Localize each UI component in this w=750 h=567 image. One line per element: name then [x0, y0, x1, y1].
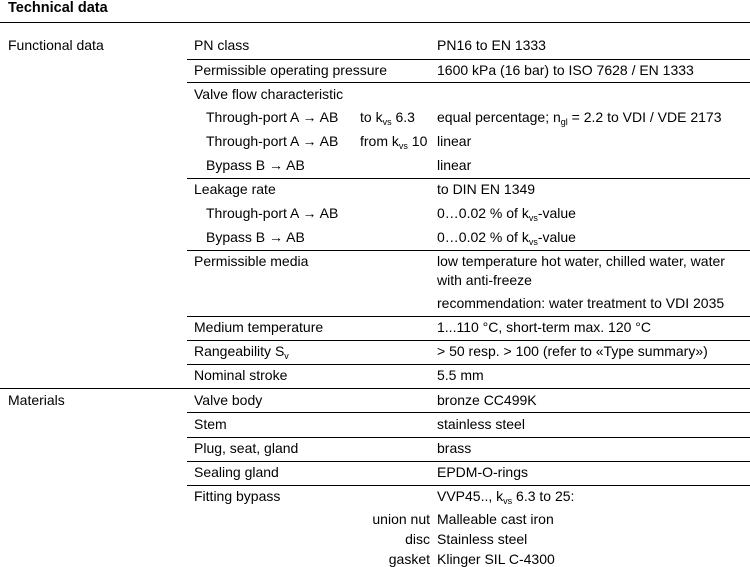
param-stem: Stem	[194, 416, 227, 432]
value-valve-body: bronze CC499K	[437, 392, 537, 408]
value-medium-temperature: 1...110 °C, short-term max. 120 °C	[437, 319, 652, 335]
param-plug-seat-gland: Plug, seat, gland	[194, 440, 299, 456]
value-plug-seat-gland: brass	[437, 440, 472, 456]
row-rule	[187, 364, 750, 365]
fitting-part-value: Klinger SIL C-4300	[437, 551, 555, 567]
param-valve-body: Valve body	[194, 392, 263, 408]
row-rule	[187, 178, 750, 179]
row-rule	[187, 82, 750, 83]
row-rule	[187, 59, 750, 60]
flow-value: linear	[437, 133, 472, 149]
flow-sub-label: Through-port A → AB	[206, 133, 339, 149]
value-leakage-rate: to DIN EN 1349	[437, 181, 536, 197]
row-rule	[187, 316, 750, 317]
value-sealing-gland: EPDM-O-rings	[437, 464, 529, 480]
fitting-part-label: gasket	[388, 551, 430, 567]
value-operating-pressure: 1600 kPa (16 bar) to ISO 7628 / EN 1333	[437, 62, 694, 78]
row-rule	[187, 412, 750, 413]
param-permissible-media: Permissible media	[194, 253, 309, 269]
row-rule	[187, 437, 750, 438]
value-media-line: recommendation: water treatment to VDI 2035	[437, 295, 725, 311]
value-pn-class: PN16 to EN 1333	[437, 37, 546, 53]
param-medium-temperature: Medium temperature	[194, 319, 324, 335]
flow-value: linear	[437, 157, 472, 173]
value-fitting-bypass: VVP45.., $k_{vs}$ 6.3 to 25:	[437, 488, 575, 506]
value-nominal-stroke: 5.5 mm	[437, 367, 484, 383]
title-rule	[0, 22, 750, 23]
value-rangeability: > 50 resp. > 100 (refer to «Type summary»)	[437, 343, 708, 359]
param-rangeability: Rangeability $S_v$	[194, 343, 289, 361]
param-fitting-bypass: Fitting bypass	[194, 488, 281, 504]
param-nominal-stroke: Nominal stroke	[194, 367, 288, 383]
row-rule	[187, 461, 750, 462]
leakage-sub-label: Bypass B → AB	[206, 229, 305, 245]
fitting-part-label: union nut	[372, 511, 430, 527]
row-rule	[187, 485, 750, 486]
section-functional-data: Functional data	[8, 37, 104, 53]
section-rule-materials	[0, 388, 750, 389]
value-stem: stainless steel	[437, 416, 525, 432]
flow-sub-label: Through-port A → AB	[206, 109, 339, 125]
leakage-value: 0…0.02 % of $k_{vs}$-value	[437, 229, 576, 247]
param-operating-pressure: Permissible operating pressure	[194, 62, 387, 78]
leakage-sub-label: Through-port A → AB	[206, 205, 339, 221]
value-media-line: with anti-freeze	[437, 272, 532, 288]
leakage-value: 0…0.02 % of $k_{vs}$-value	[437, 205, 576, 223]
flow-value: equal percentage; $n_{gl} = 2.2$ to VDI / VDE 2173	[437, 109, 722, 127]
param-flow-characteristic: Valve flow characteristic	[194, 86, 344, 102]
row-rule	[187, 340, 750, 341]
page-title: Technical data	[8, 0, 108, 16]
fitting-part-label: disc	[405, 531, 430, 547]
param-pn-class: PN class	[194, 37, 250, 53]
param-leakage-rate: Leakage rate	[194, 181, 276, 197]
param-sealing-gland: Sealing gland	[194, 464, 279, 480]
flow-sub-label: Bypass B → AB	[206, 157, 305, 173]
fitting-part-value: Malleable cast iron	[437, 511, 554, 527]
flow-condition: to $k_{vs}$ 6.3	[360, 109, 415, 127]
value-media-line: low temperature hot water, chilled water, water	[437, 253, 725, 269]
flow-condition: from $k_{vs}$ 10	[360, 133, 428, 151]
section-materials: Materials	[8, 392, 65, 408]
fitting-part-value: Stainless steel	[437, 531, 528, 547]
row-rule	[187, 250, 750, 251]
